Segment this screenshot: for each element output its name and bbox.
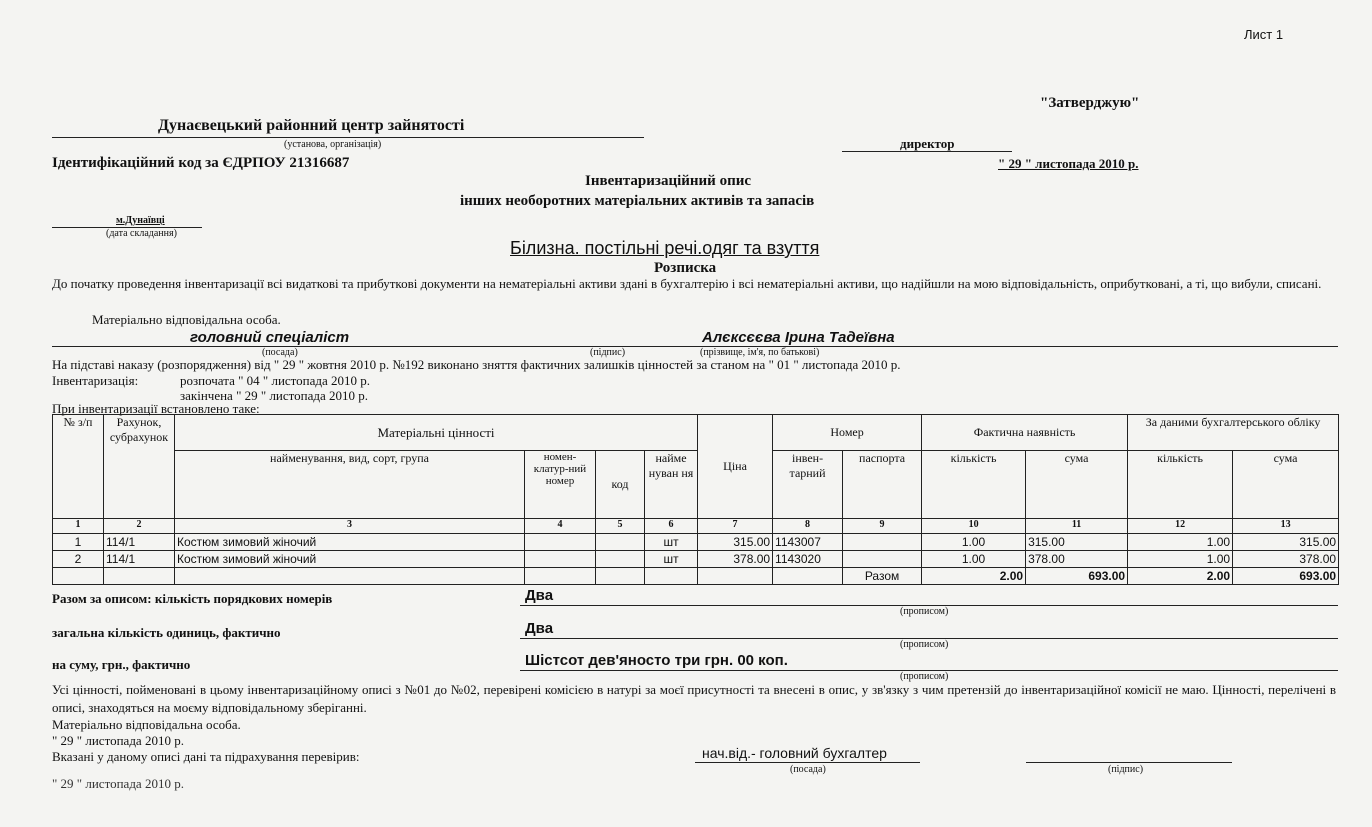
summary-sum-label: на суму, грн., фактично [52,657,191,672]
row-name: Костюм зимовий жіночий [175,534,525,551]
row-qty2: 1.00 [1128,551,1233,568]
col-sum-header: сума [1026,451,1128,519]
col-book-header: За даними бухгалтерського обліку [1128,415,1339,451]
col-number: 8 [773,519,843,534]
col-number: 10 [922,519,1026,534]
col-nomen-header: номен-клатур-ний номер [525,451,596,519]
col-name-header: найменування, вид, сорт, група [175,451,525,519]
receipt-person-label: Матеріально відповідальна особа. [92,312,281,327]
row-unit: шт [645,551,698,568]
col-qty2-header: кількість [1128,451,1233,519]
col-qty-header: кількість [922,451,1026,519]
table-row [53,534,1339,551]
summary-count-value: Два [525,587,554,604]
row-price: 315.00 [698,534,773,551]
final-caption-signature: (підпис) [1108,764,1144,775]
row-price: 378.00 [698,551,773,568]
col-passport-header: паспорта [843,451,922,519]
doc-place-caption: (дата складання) [106,228,177,239]
col-number: 4 [525,519,596,534]
summary-units-value: Два [525,620,554,637]
row-passport [843,534,922,551]
col-unit-name-header: найме нуван ня [645,451,698,519]
col-sum2-header: сума [1233,451,1339,519]
basis-found: При інвентаризації встановлено таке: [52,401,260,416]
col-number-header: Номер [773,415,922,451]
basis-start: розпочата " 04 " листопада 2010 р. [180,373,371,388]
row-sum: 378.00 [1026,551,1128,568]
row-qty: 1.00 [922,534,1026,551]
col-number: 11 [1026,519,1128,534]
row-sum2: 315.00 [1233,534,1339,551]
receipt-title: Розписка [654,260,717,276]
final-checker-position: нач.від.- головний бухгалтер [702,745,887,761]
receipt-caption-signature: (підпис) [590,347,626,358]
receipt-position: головний спеціаліст [190,329,350,346]
org-name: Дунаєвецький районний центр зайнятості [158,117,465,134]
col-price-header: Ціна [698,415,773,519]
summary-caption: (прописом) [900,606,949,617]
basis-end: закінчена " 29 " листопада 2010 р. [180,388,369,403]
doc-title-line2: інших необоротних матеріальних активів та запасів [460,193,815,209]
final-date2: " 29 " листопада 2010 р. [52,776,184,791]
approve-title: "Затверджую" [1040,95,1140,111]
row-name: Костюм зимовий жіночий [175,551,525,568]
final-person-label: Матеріально відповідальна особа. [52,717,241,732]
total-qty2: 2.00 [1128,568,1233,585]
total-label: Разом [843,568,922,585]
col-num-header: № з/п [53,415,104,519]
basis-start-label: Інвентаризація: [52,373,139,388]
summary-caption: (прописом) [900,639,949,650]
row-sum: 315.00 [1026,534,1128,551]
total-row [53,568,1339,585]
col-number: 12 [1128,519,1233,534]
final-caption-position: (посада) [790,764,826,775]
row-nomen [525,551,596,568]
total-qty: 2.00 [922,568,1026,585]
final-date1: " 29 " листопада 2010 р. [52,733,184,748]
sheet-label: Лист 1 [1244,27,1284,42]
row-inv: 1143007 [773,534,843,551]
inventory-table [52,414,1339,585]
row-code [596,551,645,568]
doc-place: м.Дунаївці [116,215,165,226]
summary-count-label: Разом за описом: кількість порядкових номерів [52,591,333,606]
total-sum: 693.00 [1026,568,1128,585]
basis-order: На підставі наказу (розпорядження) від " 29 " жовтня 2010 р. №192 виконано зняття фактичних залишків цінностей за станом на " 01 " листопада 2010 р. [52,357,901,372]
approve-date: " 29 " листопада 2010 р. [998,156,1139,171]
col-number: 1 [53,519,104,534]
row-account: 114/1 [104,551,175,568]
col-account-header: Рахунок, субрахунок [104,415,175,519]
col-number: 13 [1233,519,1339,534]
final-checked-label: Вказані у даному описі дані та підрахування перевірив: [52,749,360,764]
row-nomen [525,534,596,551]
col-fact-header: Фактична наявність [922,415,1128,451]
doc-category: Білизна. постільні речі.одяг та взуття [510,238,820,258]
col-number: 7 [698,519,773,534]
table-row [53,551,1339,568]
doc-title-line1: Інвентаризаційний опис [585,173,752,189]
col-number: 3 [175,519,525,534]
final-text: Усі цінності, пойменовані в цьому інвентаризаційному описі з №01 до №02, перевірені комісією в натурі за моєї присутності та внесені в опис, у зв'язку з чим претензій до інвентаризаційної комісії не маю. Цінності, перелічені в описі, знаходяться на моєму відповідальному зберіганні. [52,682,1336,715]
total-sum2: 693.00 [1233,568,1339,585]
receipt-name: Алєксєєва Ірина Тадеївна [702,329,895,346]
column-numbers-row [53,519,1339,534]
row-passport [843,551,922,568]
summary-caption: (прописом) [900,671,949,682]
receipt-caption-position: (посада) [262,347,298,358]
receipt-caption-name: (прізвище, ім'я, по батькові) [700,347,820,358]
col-number: 5 [596,519,645,534]
row-qty2: 1.00 [1128,534,1233,551]
row-num: 2 [53,551,104,568]
row-code [596,534,645,551]
row-num: 1 [53,534,104,551]
row-sum2: 378.00 [1233,551,1339,568]
col-number: 2 [104,519,175,534]
receipt-text: До початку проведення інвентаризації всі видаткові та прибуткові документи на нематеріальні активи здані в бухгалтерію і всі нематеріальні активи, що надійшли на мою відповідальність, оприбутковані, а ті, що вибули, списані. [52,276,1322,291]
row-qty: 1.00 [922,551,1026,568]
org-caption: (установа, організація) [284,139,382,150]
row-account: 114/1 [104,534,175,551]
col-number: 9 [843,519,922,534]
row-inv: 1143020 [773,551,843,568]
col-code-header: код [596,451,645,519]
col-inv-header: інвен-тарний [773,451,843,519]
approve-position: директор [900,136,955,151]
col-number: 6 [645,519,698,534]
summary-units-label: загальна кількість одиниць, фактично [52,625,281,640]
row-unit: шт [645,534,698,551]
col-values-header: Матеріальні цінності [175,415,698,451]
summary-sum-value: Шістсот дев'яносто три грн. 00 коп. [525,652,788,669]
id-code: Ідентифікаційний код за ЄДРПОУ 21316687 [52,155,350,171]
